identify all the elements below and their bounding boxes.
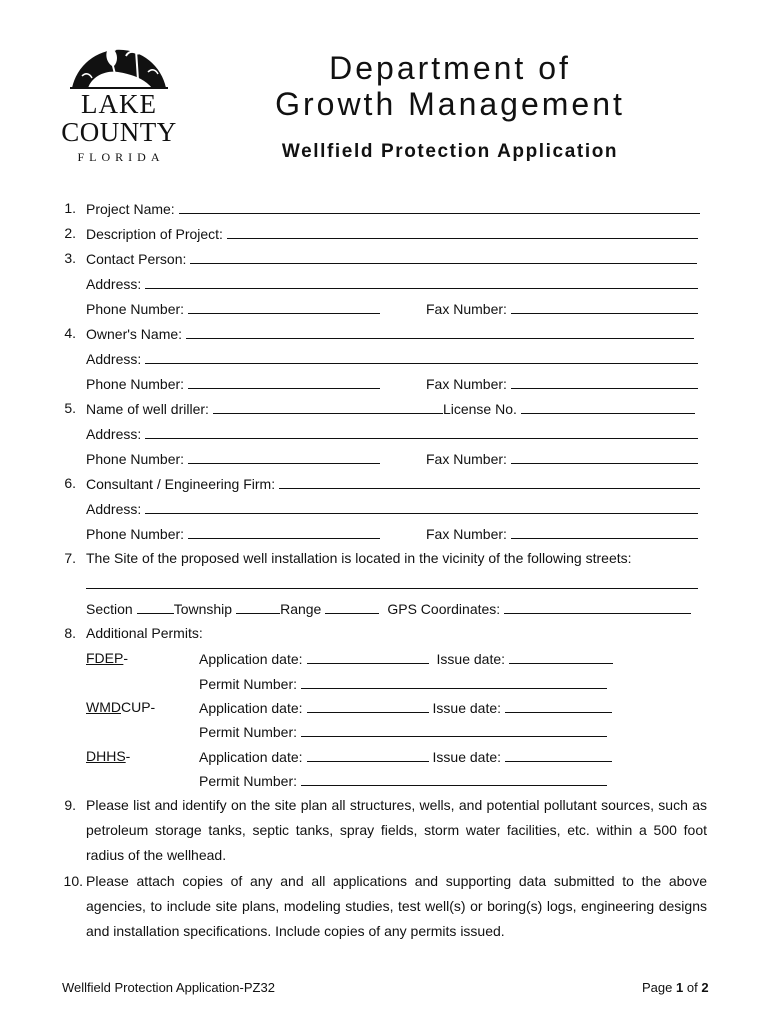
- fdep-agency: FDEP: [86, 650, 124, 666]
- dhhs-dates-row: [199, 748, 612, 766]
- project-description-field[interactable]: [227, 225, 698, 239]
- application-date-label: Application date:: [199, 700, 303, 716]
- contact-fax-field[interactable]: [511, 300, 698, 314]
- gps-coordinates-field[interactable]: [504, 600, 691, 614]
- township-field[interactable]: [236, 600, 280, 614]
- logo-text-county: COUNTY: [61, 117, 177, 147]
- logo-text-lake: LAKE: [81, 89, 157, 119]
- page-subtitle: Wellfield Protection Application: [281, 141, 619, 162]
- owner-fax-field[interactable]: [511, 375, 698, 389]
- contact-person-field[interactable]: [190, 250, 697, 264]
- contact-fax-row: [426, 300, 698, 318]
- dhhs-label: [86, 748, 130, 765]
- project-description-label: Description of Project:: [86, 226, 223, 242]
- contact-person-label: Contact Person:: [86, 251, 187, 267]
- fdep-suffix: -: [123, 650, 129, 666]
- contact-phone-field[interactable]: [188, 300, 380, 314]
- application-date-label: Application date:: [199, 651, 303, 667]
- wmd-agency: WMD: [86, 699, 121, 715]
- form-id: Wellfield Protection Application-PZ32: [62, 980, 275, 995]
- item-number: 10.: [63, 873, 83, 889]
- fdep-application-date-field[interactable]: [307, 650, 429, 664]
- range-field[interactable]: [325, 600, 379, 614]
- page-title-line1: Department of: [329, 50, 571, 86]
- logo-text-florida: FLORIDA: [77, 150, 165, 164]
- contact-person-row: [86, 250, 697, 268]
- gps-label: GPS Coordinates:: [387, 601, 501, 617]
- consultant-address-row: [86, 500, 698, 518]
- item-number: 7.: [64, 550, 76, 566]
- item-number: 5.: [64, 400, 76, 416]
- heron-seal-icon: [52, 32, 186, 92]
- fax-label: Fax Number:: [426, 526, 507, 542]
- consultant-row: [86, 475, 700, 493]
- phone-label: Phone Number:: [86, 451, 185, 467]
- project-description-row: [86, 225, 698, 243]
- consultant-field[interactable]: [279, 475, 700, 489]
- permit-number-label: Permit Number:: [199, 773, 298, 789]
- fax-label: Fax Number:: [426, 376, 507, 392]
- project-name-label: Project Name:: [86, 201, 175, 217]
- permit-number-label: Permit Number:: [199, 676, 298, 692]
- fax-label: Fax Number:: [426, 451, 507, 467]
- address-label: Address:: [86, 501, 142, 517]
- fdep-label: [86, 650, 128, 667]
- wmd-label: [86, 699, 155, 716]
- wmd-permit-row: [199, 723, 607, 741]
- driller-phone-field[interactable]: [188, 450, 380, 464]
- location-details-row: [86, 600, 691, 618]
- page-indicator: [642, 980, 709, 995]
- well-driller-label: Name of well driller:: [86, 401, 209, 417]
- owner-phone-row: [86, 375, 380, 393]
- item-number: 8.: [64, 625, 76, 641]
- consultant-label: Consultant / Engineering Firm:: [86, 476, 276, 492]
- owner-fax-row: [426, 375, 698, 393]
- contact-phone-row: [86, 300, 380, 318]
- fdep-dates-row: [199, 650, 613, 668]
- application-date-label: Application date:: [199, 749, 303, 765]
- range-label: Range: [280, 601, 322, 617]
- section-label: Section: [86, 601, 133, 617]
- additional-permits-label: Additional Permits:: [86, 625, 203, 641]
- site-plan-instructions: Please list and identify on the site plan all structures, wells, and potential pollutant sources, such as petroleum storage tanks, septic tanks, spray fields, storm water facilities, etc. within a 500 foot radius of the wellhead.: [86, 797, 707, 863]
- contact-address-row: [86, 275, 698, 293]
- consultant-fax-row: [426, 525, 698, 543]
- well-driller-row: [86, 400, 695, 418]
- wmd-permit-number-field[interactable]: [301, 723, 607, 737]
- fdep-permit-number-field[interactable]: [301, 675, 607, 689]
- fdep-permit-row: [199, 675, 607, 693]
- phone-label: Phone Number:: [86, 376, 185, 392]
- well-driller-field[interactable]: [213, 400, 443, 414]
- owner-name-row: [86, 325, 694, 343]
- dhhs-agency: DHHS: [86, 748, 126, 764]
- dhhs-application-date-field[interactable]: [307, 748, 429, 762]
- owner-address-field[interactable]: [145, 350, 698, 364]
- address-label: Address:: [86, 276, 142, 292]
- address-label: Address:: [86, 351, 142, 367]
- contact-address-field[interactable]: [145, 275, 698, 289]
- dhhs-suffix: -: [125, 748, 131, 764]
- driller-fax-row: [426, 450, 698, 468]
- fdep-issue-date-field[interactable]: [509, 650, 613, 664]
- permit-number-label: Permit Number:: [199, 724, 298, 740]
- page-of: of: [686, 980, 698, 995]
- phone-label: Phone Number:: [86, 301, 185, 317]
- license-label: License No.: [442, 401, 517, 417]
- item-number: 6.: [64, 475, 76, 491]
- vicinity-streets-field[interactable]: [86, 575, 698, 589]
- item-number: 2.: [64, 225, 76, 241]
- consultant-phone-field[interactable]: [188, 525, 380, 539]
- consultant-fax-field[interactable]: [511, 525, 698, 539]
- owner-name-field[interactable]: [186, 325, 694, 339]
- page-title-line2: Growth Management: [275, 86, 625, 122]
- wmd-dates-row: [199, 699, 612, 717]
- driller-fax-field[interactable]: [511, 450, 698, 464]
- attachments-instructions: Please attach copies of any and all applications and supporting data submitted to the above agencies, to include site plans, modeling studies, test well(s) or boring(s) logs, engineering designs and installation specifications. Include copies of any permits issued.: [86, 873, 707, 939]
- consultant-address-field[interactable]: [145, 500, 698, 514]
- wmd-issue-date-field[interactable]: [505, 699, 612, 713]
- wmd-suffix: CUP-: [121, 699, 156, 715]
- issue-date-label: Issue date:: [432, 749, 502, 765]
- site-location-question: The Site of the proposed well installation is located in the vicinity of the following streets:: [86, 550, 632, 566]
- driller-phone-row: [86, 450, 380, 468]
- item-number: 3.: [64, 250, 76, 266]
- item-number: 4.: [64, 325, 76, 341]
- section-field[interactable]: [137, 600, 174, 614]
- project-name-field[interactable]: [179, 200, 700, 214]
- consultant-phone-row: [86, 525, 380, 543]
- issue-date-label: Issue date:: [436, 651, 506, 667]
- issue-date-label: Issue date:: [432, 700, 502, 716]
- owner-phone-field[interactable]: [188, 375, 380, 389]
- dhhs-permit-row: [199, 772, 607, 790]
- wmd-application-date-field[interactable]: [307, 699, 429, 713]
- township-label: Township: [173, 601, 233, 617]
- driller-address-row: [86, 425, 698, 443]
- dhhs-issue-date-field[interactable]: [505, 748, 612, 762]
- license-number-field[interactable]: [521, 400, 695, 414]
- page-current: 1: [676, 980, 684, 995]
- item-number: 9.: [64, 797, 76, 813]
- owner-address-row: [86, 350, 698, 368]
- page-total: 2: [701, 980, 709, 995]
- streets-row: [86, 575, 698, 589]
- phone-label: Phone Number:: [86, 526, 185, 542]
- dhhs-permit-number-field[interactable]: [301, 772, 607, 786]
- item-number: 1.: [64, 200, 76, 216]
- driller-address-field[interactable]: [145, 425, 698, 439]
- lake-county-logo: [52, 32, 186, 168]
- owner-name-label: Owner's Name:: [86, 326, 183, 342]
- project-name-row: [86, 200, 700, 218]
- page-label: Page: [642, 980, 673, 995]
- fax-label: Fax Number:: [426, 301, 507, 317]
- address-label: Address:: [86, 426, 142, 442]
